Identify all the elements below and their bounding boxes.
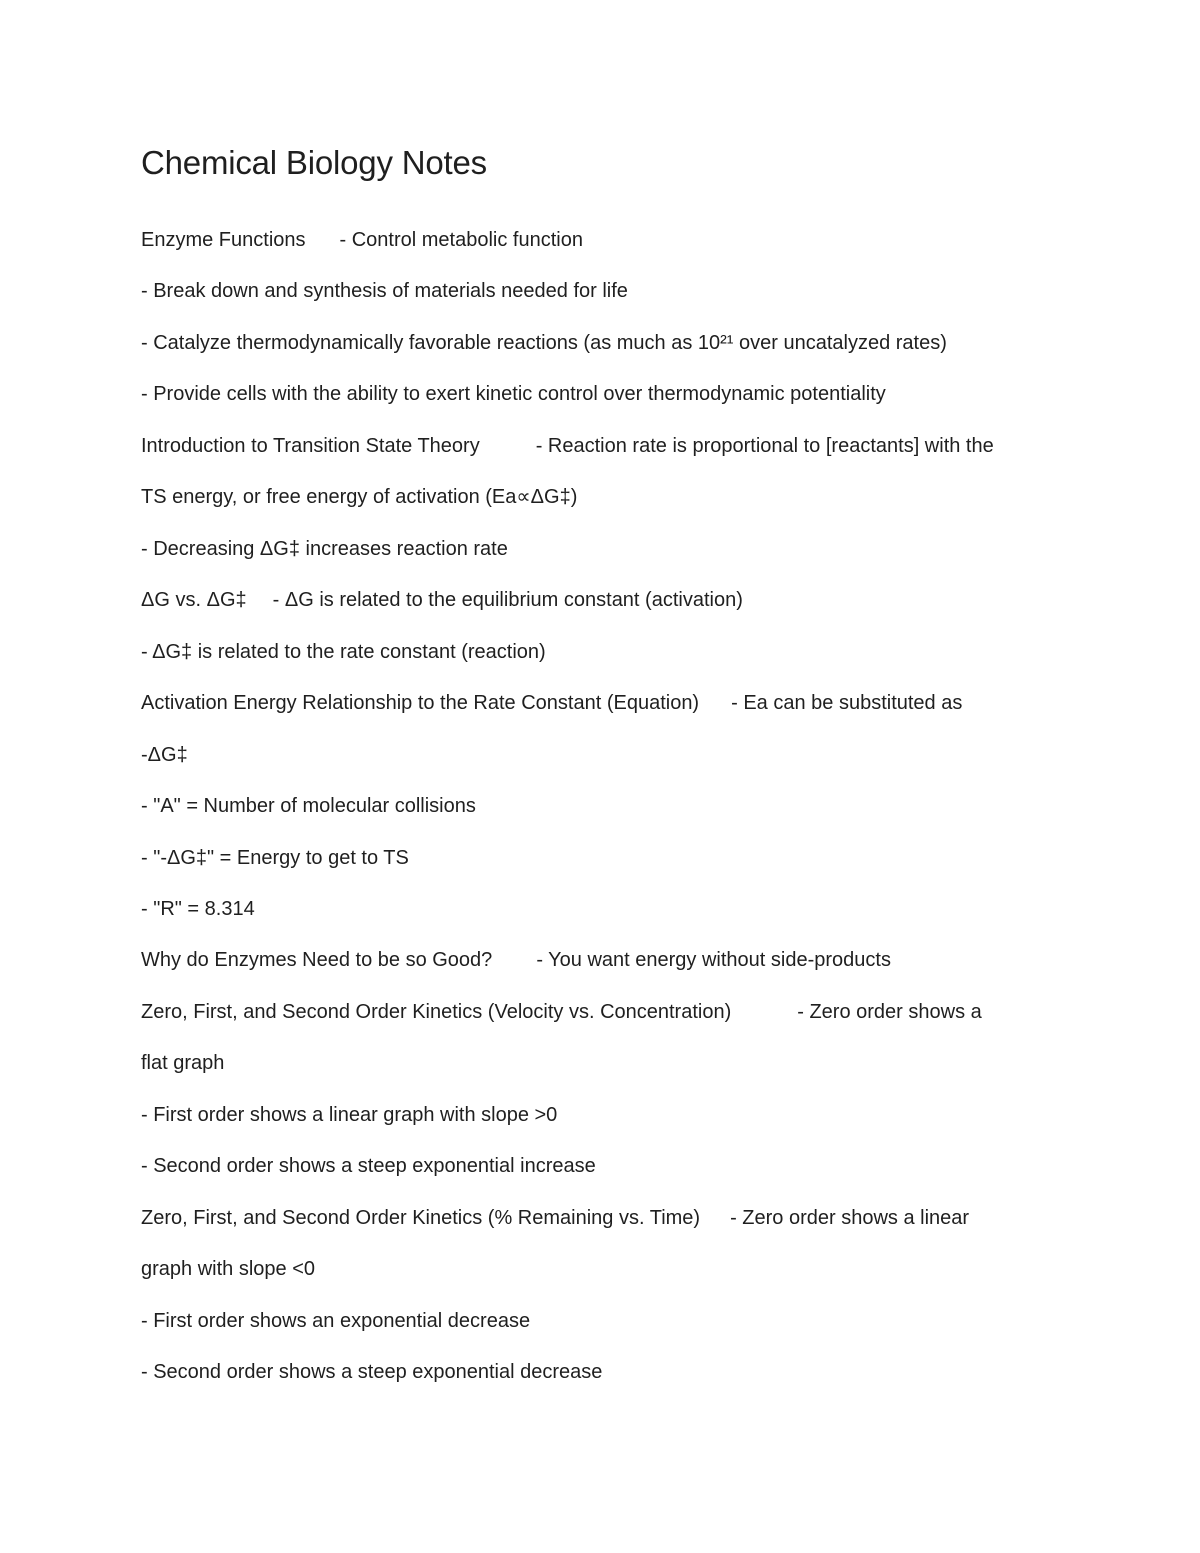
note-text: -ΔG‡ <box>141 744 188 766</box>
note-line <box>141 1153 596 1179</box>
note-text: - Catalyze thermodynamically favorable reactions (as much as 10²¹ over uncatalyzed rates) <box>141 332 947 354</box>
note-text: - You want energy without side-products <box>536 949 891 971</box>
note-text: - ΔG is related to the equilibrium constant (activation) <box>272 589 743 611</box>
note-line <box>141 484 577 510</box>
note-text: - Second order shows a steep exponential decrease <box>141 1361 603 1383</box>
note-line <box>141 742 188 768</box>
note-text: - "-ΔG‡" = Energy to get to TS <box>141 847 409 869</box>
note-line <box>141 587 743 613</box>
page-title: Chemical Biology Notes <box>141 144 487 181</box>
note-text: - First order shows a linear graph with slope >0 <box>141 1104 558 1126</box>
note-text: - Zero order shows a linear <box>730 1207 970 1229</box>
note-line <box>141 1102 557 1128</box>
note-text: graph with slope <0 <box>141 1258 316 1280</box>
note-line <box>141 433 994 459</box>
note-text: - Control metabolic function <box>339 229 583 251</box>
note-line <box>141 947 891 973</box>
note-line <box>141 690 962 716</box>
note-heading: Activation Energy Relationship to the Rate Constant (Equation) <box>141 692 700 714</box>
note-heading: Zero, First, and Second Order Kinetics (Velocity vs. Concentration) <box>141 1001 732 1023</box>
note-line <box>141 381 886 407</box>
note-text: - Provide cells with the ability to exert kinetic control over thermodynamic potentiality <box>141 383 886 405</box>
note-line <box>141 793 476 819</box>
note-heading: ΔG vs. ΔG‡ <box>141 589 247 611</box>
note-text: - "R" = 8.314 <box>141 898 255 920</box>
note-text: TS energy, or free energy of activation (Ea∝ΔG‡) <box>141 486 578 508</box>
note-text: - ΔG‡ is related to the rate constant (reaction) <box>141 641 546 663</box>
note-line <box>141 639 546 665</box>
note-heading: Why do Enzymes Need to be so Good? <box>141 949 493 971</box>
note-text: flat graph <box>141 1052 225 1074</box>
note-line <box>141 330 947 356</box>
note-line <box>141 845 409 871</box>
note-text: - Second order shows a steep exponential increase <box>141 1155 596 1177</box>
note-line <box>141 1359 602 1385</box>
note-heading: Zero, First, and Second Order Kinetics (% Remaining vs. Time) <box>141 1207 701 1229</box>
note-text: - "A" = Number of molecular collisions <box>141 795 476 817</box>
note-line <box>141 1050 224 1076</box>
note-heading: Enzyme Functions <box>141 229 306 251</box>
note-line <box>141 896 255 922</box>
note-line <box>141 999 982 1025</box>
note-text: - Break down and synthesis of materials needed for life <box>141 280 628 302</box>
note-text: - First order shows an exponential decrease <box>141 1310 531 1332</box>
note-heading: Introduction to Transition State Theory <box>141 435 480 457</box>
note-line <box>141 278 628 304</box>
note-text: - Zero order shows a <box>797 1001 982 1023</box>
note-line <box>141 536 508 562</box>
note-line <box>141 1256 315 1282</box>
note-line <box>141 1205 969 1231</box>
note-line <box>141 227 583 253</box>
note-text: - Reaction rate is proportional to [reactants] with the <box>535 435 994 457</box>
note-text: - Ea can be substituted as <box>731 692 963 714</box>
note-text: - Decreasing ΔG‡ increases reaction rate <box>141 538 508 560</box>
note-line <box>141 1308 530 1334</box>
